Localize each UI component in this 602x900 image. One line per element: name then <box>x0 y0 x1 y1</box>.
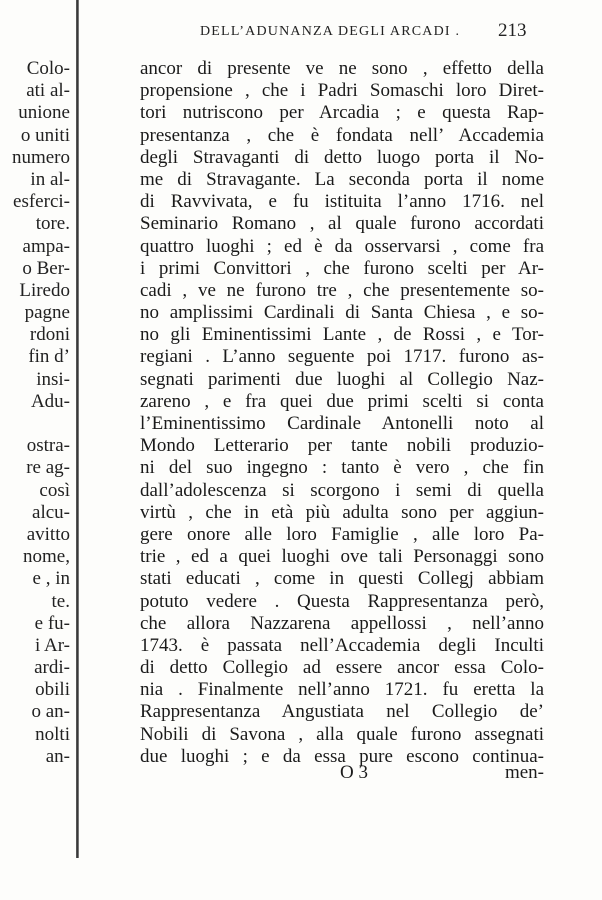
text-line: ni del suo ingegno : tanto è vero , che fin <box>140 457 544 479</box>
fragment-line: tore. <box>35 213 70 235</box>
fragment-line: ampa- <box>22 235 70 257</box>
fragment-line: unione <box>18 102 70 124</box>
fragment-line: numero <box>11 146 70 168</box>
text-line: tori nutriscono per Arcadia ; e questa Rap- <box>140 102 544 124</box>
page-footer <box>140 762 544 786</box>
fragment-line: esferci- <box>13 191 70 213</box>
fragment-line: i Ar- <box>35 634 70 656</box>
text-line: Nobili di Savona , alla quale furono assegnati <box>140 723 544 745</box>
text-line: degli Stravaganti di detto luogo porta il No- <box>140 146 544 168</box>
fragment-line: e fu- <box>34 612 70 634</box>
text-line: due luoghi ; e da essa pure escono continua- <box>140 745 544 767</box>
fragment-line <box>0 413 70 435</box>
text-line: no gli Eminentissimi Lante , de Rossi , e Tor- <box>140 324 544 346</box>
text-line: di detto Collegio ad essere ancor essa Colo- <box>140 657 544 679</box>
text-line: ancor di presente ve ne sono , effetto della <box>140 58 544 79</box>
fragment-line: obili <box>35 679 70 701</box>
catchword: men- <box>504 762 544 783</box>
text-line: no amplissimi Cardinali di Santa Chiesa , e so- <box>140 302 544 324</box>
main-text-block <box>140 58 544 768</box>
fragment-line: re ag- <box>26 457 70 479</box>
fragment-line: te. <box>51 590 70 612</box>
fragment-line: nolti <box>35 723 70 745</box>
text-line: gere onore alle loro Famiglie , alle loro Pa- <box>140 523 544 545</box>
fragment-line: an- <box>45 745 70 767</box>
previous-page-fragment <box>0 58 70 768</box>
text-line: virtù , che in età più adulta sono per aggiun- <box>140 501 544 523</box>
fragment-line: o an- <box>31 701 70 723</box>
text-line: potuto vedere . Questa Rappresentanza però, <box>140 590 544 612</box>
fragment-line: e , in <box>32 568 70 590</box>
running-head: DELL’ADUNANZA DEGLI ARCADI . <box>200 24 461 39</box>
page-number: 213 <box>498 20 527 41</box>
text-line: Mondo Letterario per tante nobili produzio- <box>140 435 544 457</box>
text-line: trie , ed a quei luoghi ove tali Personaggi sono <box>140 546 544 568</box>
fragment-line: o uniti <box>20 124 70 146</box>
text-line: di Ravvivata, e fu istituita l’anno 1716. nel <box>140 191 544 213</box>
text-line: l’Eminentissimo Cardinale Antonelli noto al <box>140 413 544 434</box>
fragment-line: ati al- <box>26 80 70 102</box>
fragment-line: rdoni <box>29 324 70 346</box>
fragment-line: Adu- <box>30 390 70 412</box>
text-line: presentanza , che è fondata nell’ Accademia <box>140 124 544 146</box>
text-line: quattro luoghi ; ed è da osservarsi , come fra <box>140 235 544 257</box>
text-line: che allora Nazzarena appellossi , nell’anno <box>140 612 544 634</box>
text-line: cadi , ve ne furono tre , che presentemente so- <box>140 279 544 301</box>
fragment-line: alcu- <box>32 501 70 523</box>
book-gutter <box>76 0 79 858</box>
fragment-line: Liredo <box>19 279 70 301</box>
fragment-line: insi- <box>36 368 70 390</box>
signature-mark: O 3 <box>340 762 368 783</box>
fragment-line: o Ber- <box>22 257 70 279</box>
text-line: stati educati , come in questi Collegj abbiam <box>140 568 544 590</box>
text-line: me di Stravagante. La seconda porta il nome <box>140 168 544 190</box>
fragment-line: nome, <box>23 546 70 568</box>
text-line: nia . Finalmente nell’anno 1721. fu eretta la <box>140 679 544 701</box>
fragment-line: fin d’ <box>28 346 70 368</box>
text-line: segnati parimenti due luoghi al Collegio Naz- <box>140 368 544 390</box>
text-line: Rappresentanza Angustiata nel Collegio de’ <box>140 701 544 723</box>
text-line: dall’adolescenza si scorgono i semi di quella <box>140 479 544 501</box>
fragment-line: avitto <box>26 523 70 545</box>
fragment-line: ardi- <box>34 657 70 679</box>
text-line: propensione , che i Padri Somaschi loro Diret- <box>140 80 544 102</box>
fragment-line: ostra- <box>26 435 70 457</box>
fragment-line: così <box>39 479 70 501</box>
text-line: regiani . L’anno seguente poi 1717. furono as- <box>140 346 544 368</box>
text-line: i primi Convittori , che furono scelti per Ar- <box>140 257 544 279</box>
fragment-line: pagne <box>24 302 70 324</box>
fragment-line: Colo- <box>26 58 70 79</box>
text-line: zareno , e fra quei due primi scelti si conta <box>140 390 544 412</box>
text-line: Seminario Romano , al quale furono accordati <box>140 213 544 235</box>
text-line: 1743. è passata nell’Accademia degli Inculti <box>140 634 544 656</box>
fragment-line: in al- <box>30 168 70 190</box>
